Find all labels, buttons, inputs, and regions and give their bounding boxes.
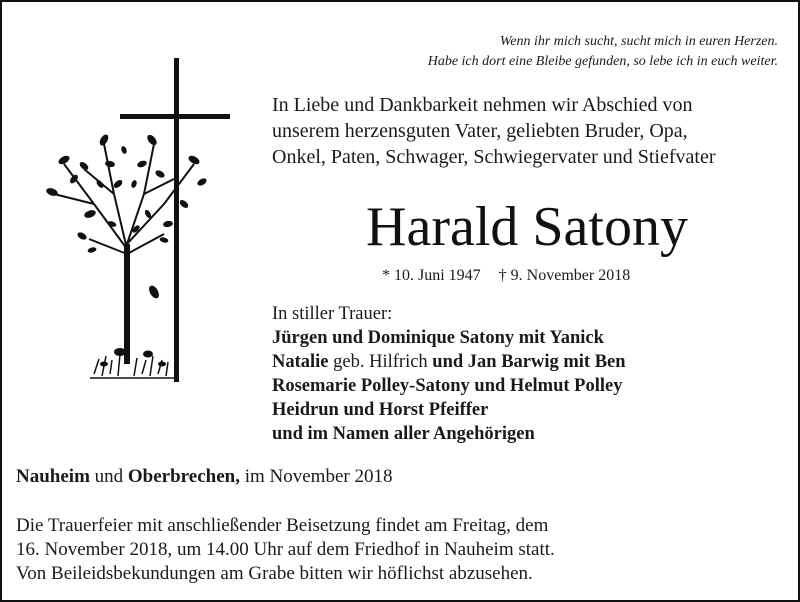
date-text: im November 2018	[239, 466, 393, 487]
mourner-name: Natalie	[272, 352, 329, 372]
town-name: Oberbrechen,	[127, 466, 240, 487]
notice-line: 16. November 2018, um 14.00 Uhr auf dem Friedhof in Nauheim statt.	[16, 539, 555, 560]
funeral-notice	[16, 514, 786, 586]
place-date-line	[16, 464, 716, 490]
birth-date: * 10. Juni 1947	[382, 267, 481, 284]
mourner-line: Rosemarie Polley-Satony und Helmut Polley	[272, 376, 623, 396]
mourner-line	[272, 350, 792, 374]
mourners-heading: In stiller Trauer:	[272, 304, 393, 324]
tree-branches	[54, 144, 194, 254]
grass-leaves	[100, 348, 166, 367]
town-name: Nauheim	[16, 466, 90, 487]
mourner-note: geb. Hilfrich	[328, 352, 433, 372]
notice-line: Die Trauerfeier mit anschließender Beisetzung findet am Freitag, dem	[16, 515, 549, 536]
cross-tree-icon	[24, 54, 239, 394]
intro-line: In Liebe und Dankbarkeit nehmen wir Abschied von	[272, 94, 693, 116]
life-dates	[382, 266, 682, 286]
mourner-name: und Jan Barwig mit Ben	[432, 352, 626, 372]
mourner-line: Jürgen und Dominique Satony mit Yanick	[272, 328, 604, 348]
deceased-name: Harald Satony	[366, 196, 688, 258]
motto-line: Wenn ihr mich sucht, sucht mich in euren Herzen.	[499, 34, 778, 49]
mourners-list	[272, 302, 792, 446]
mourner-line: und im Namen aller Angehörigen	[272, 424, 535, 444]
tree-trunk	[124, 244, 130, 364]
connector-text: und	[89, 466, 128, 487]
intro-text	[272, 92, 782, 170]
cross-vertical	[174, 58, 179, 382]
intro-line: unserem herzensguten Vater, geliebten Bruder, Opa,	[272, 120, 688, 142]
mourner-line: Heidrun und Horst Pfeiffer	[272, 400, 489, 420]
motto-line: Habe ich dort eine Bleibe gefunden, so lebe ich in euch weiter.	[427, 54, 778, 69]
motto	[378, 32, 778, 72]
notice-line: Von Beileidsbekundungen am Grabe bitten wir höflichst abzusehen.	[16, 563, 533, 584]
intro-line: Onkel, Paten, Schwager, Schwiegervater und Stiefvater	[272, 146, 716, 168]
death-date: † 9. November 2018	[498, 267, 631, 284]
cross-horizontal	[120, 114, 230, 119]
